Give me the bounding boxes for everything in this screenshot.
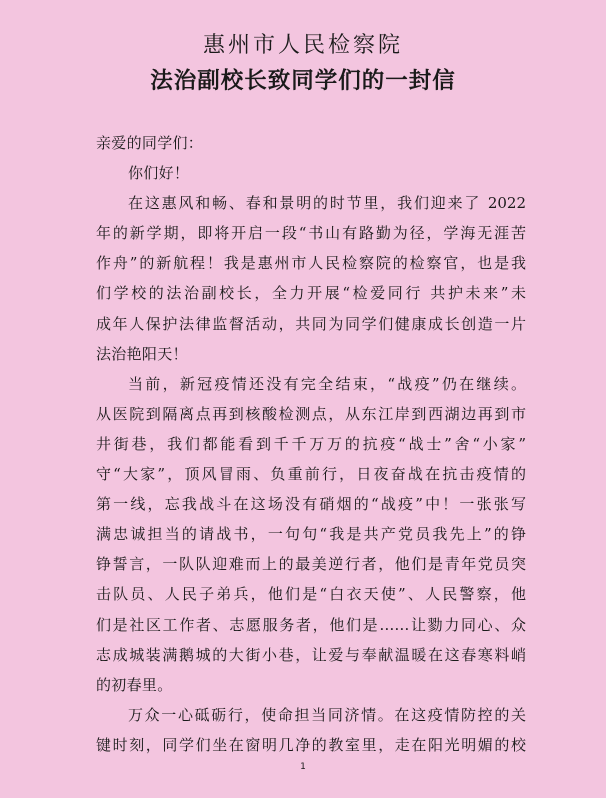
letter-title: 法治副校长致同学们的一封信 [150,68,456,94]
paragraph-line: 们学校的法治副校长，全力开展“检爱同行 共护未来”未 [96,284,526,303]
letter-body [96,128,526,760]
paragraph-line: 击队员、人民子弟兵，他们是“白衣天使”、人民警察，他 [96,585,526,604]
paragraph-line: 井街巷，我们都能看到千千万万的抗疫“战士”舍“小家” [96,434,526,453]
paragraph-line: 年的新学期，即将开启一段“书山有路勤为径，学海无涯苦 [96,224,526,243]
paragraph-line: 的初春里。 [96,675,173,694]
paragraph-line: 满忠诚担当的请战书，一句句“我是共产党员我先上”的铮 [96,525,526,544]
salutation: 亲爱的同学们： [96,134,204,152]
greeting: 你们好！ [128,164,190,183]
paragraph-line: 在这惠风和畅、春和景明的时节里，我们迎来了 2022 [128,194,526,213]
paragraph-line: 铮誓言，一队队迎难而上的最美逆行者，他们是青年党员突 [96,555,526,574]
paragraph-line: 万众一心砥砺行，使命担当同济情。在这疫情防控的关 [128,705,526,724]
paragraph-line: 当前，新冠疫情还没有完全结束，“战疫”仍在继续。 [128,374,526,393]
paragraph-line: 键时刻，同学们坐在窗明几净的教室里，走在阳光明媚的校 [96,735,526,754]
paragraph-line: 作舟”的新航程！我是惠州市人民检察院的检察官，也是我 [96,254,526,273]
paragraph-line: 守“大家”，顶风冒雨、负重前行，日夜奋战在抗击疫情的 [96,465,526,484]
paragraph-line: 成年人保护法律监督活动，共同为同学们健康成长创造一片 [96,314,526,333]
paragraph-line: 第一线，忘我战斗在这场没有硝烟的“战疫”中！一张张写 [96,495,526,514]
paragraph-line: 从医院到隔离点再到核酸检测点，从东江岸到西湖边再到市 [96,404,526,423]
paragraph-line: 志成城装满鹅城的大街小巷，让爱与奉献温暖在这春寒料峭 [96,645,526,664]
paragraph-line: 们是社区工作者、志愿服务者，他们是……让勠力同心、众 [96,615,526,634]
paragraph-line: 法治艳阳天！ [96,344,188,363]
page-number: 1 [300,762,306,772]
organization-name: 惠州市人民检察院 [202,33,403,58]
